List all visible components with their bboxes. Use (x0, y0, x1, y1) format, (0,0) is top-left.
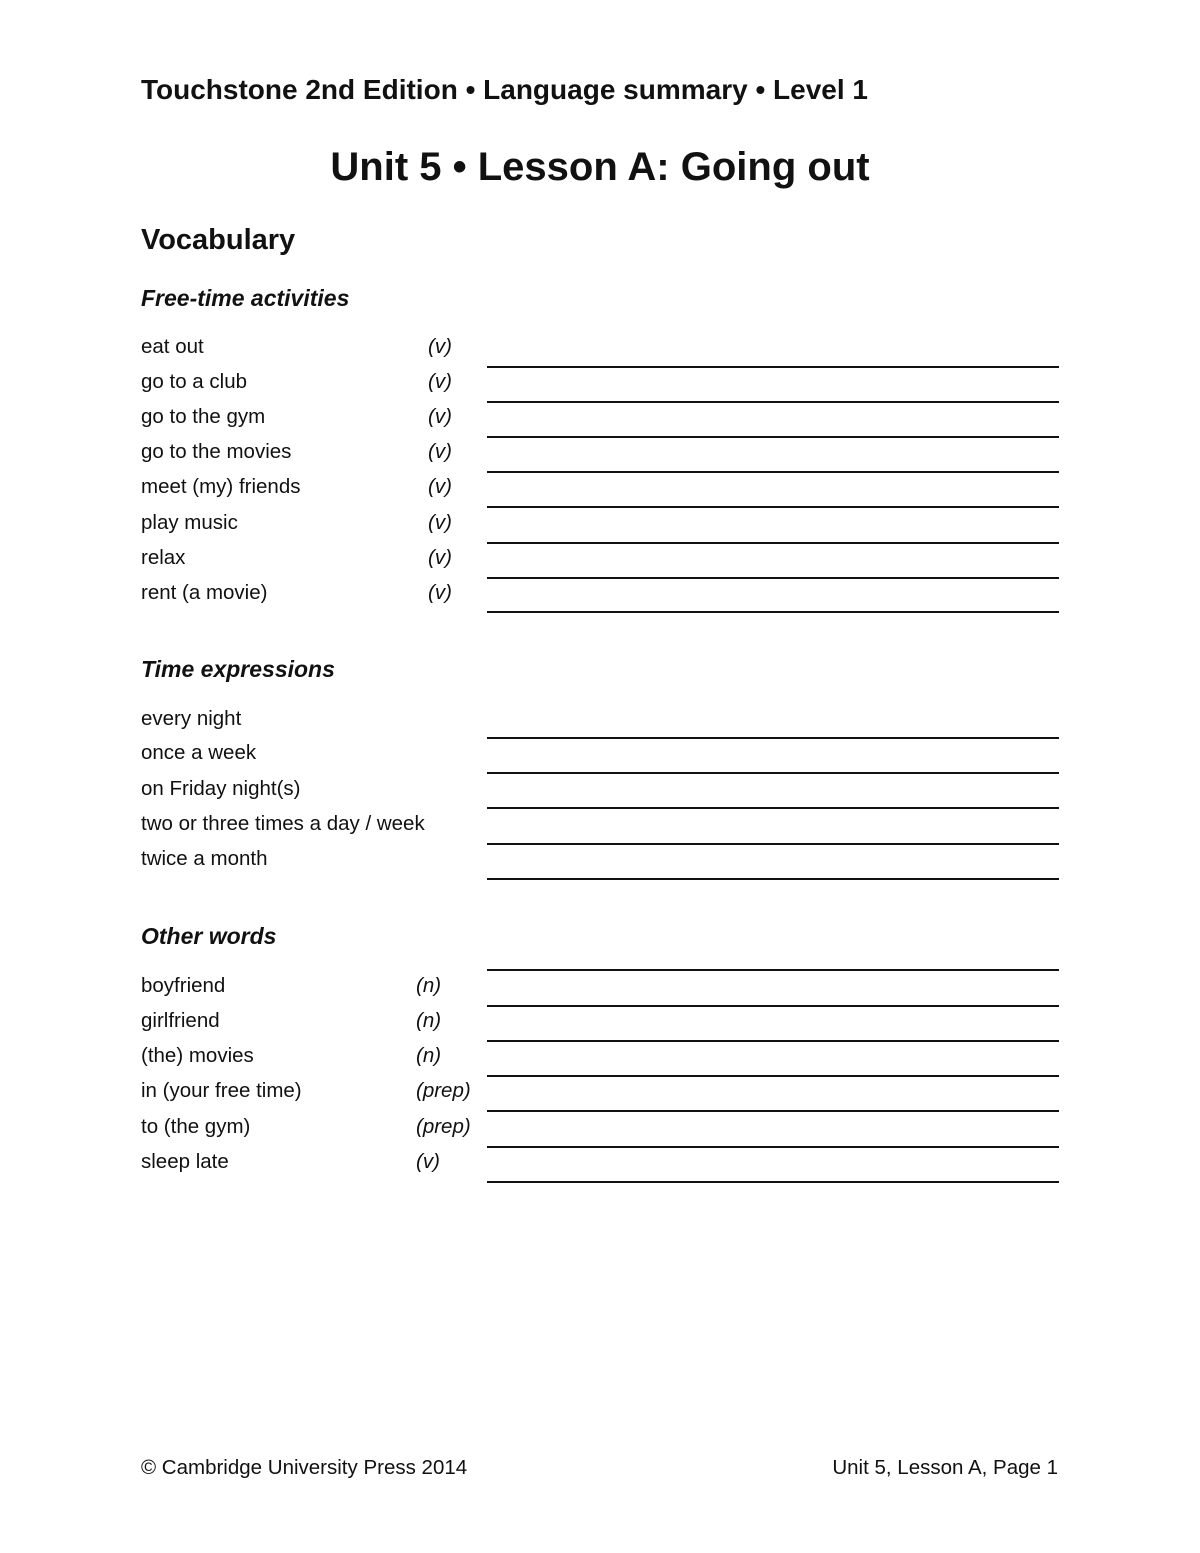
part-of-speech: (v) (428, 546, 452, 569)
vocab-word: play music (141, 511, 238, 534)
vocab-word: (the) movies (141, 1044, 254, 1067)
part-of-speech: (v) (428, 405, 452, 428)
vocab-word: on Friday night(s) (141, 777, 301, 800)
answer-line[interactable] (487, 843, 1059, 845)
vocab-word: to (the gym) (141, 1115, 251, 1138)
part-of-speech: (prep) (416, 1079, 471, 1102)
answer-line[interactable] (487, 506, 1059, 508)
answer-line[interactable] (487, 878, 1059, 880)
answer-line[interactable] (487, 436, 1059, 438)
answer-line[interactable] (487, 1075, 1059, 1077)
vocab-word: in (your free time) (141, 1079, 302, 1102)
vocab-word: every night (141, 707, 242, 730)
part-of-speech: (v) (428, 581, 452, 604)
answer-line[interactable] (487, 1040, 1059, 1042)
part-of-speech: (v) (428, 475, 452, 498)
document-header: Touchstone 2nd Edition • Language summary • Level 1 (141, 74, 868, 105)
subheading-time-expressions: Time expressions (141, 656, 335, 682)
vocab-word: relax (141, 546, 186, 569)
answer-line[interactable] (487, 611, 1059, 613)
answer-line[interactable] (487, 542, 1059, 544)
subheading-other-words: Other words (141, 923, 277, 949)
answer-line[interactable] (487, 1146, 1059, 1148)
vocab-word: girlfriend (141, 1009, 220, 1032)
part-of-speech: (v) (428, 440, 452, 463)
answer-line[interactable] (487, 772, 1059, 774)
answer-line[interactable] (487, 969, 1059, 971)
answer-line[interactable] (487, 807, 1059, 809)
part-of-speech: (v) (428, 511, 452, 534)
answer-line[interactable] (487, 737, 1059, 739)
part-of-speech: (v) (428, 335, 452, 358)
part-of-speech: (n) (416, 1044, 442, 1067)
vocab-word: go to a club (141, 370, 247, 393)
vocab-word: go to the gym (141, 405, 266, 428)
part-of-speech: (n) (416, 974, 442, 997)
vocab-word: boyfriend (141, 974, 226, 997)
answer-line[interactable] (487, 1110, 1059, 1112)
answer-line[interactable] (487, 1181, 1059, 1183)
answer-line[interactable] (487, 577, 1059, 579)
part-of-speech: (v) (428, 370, 452, 393)
section-heading-vocabulary: Vocabulary (141, 224, 296, 256)
vocab-word: sleep late (141, 1150, 229, 1173)
part-of-speech: (n) (416, 1009, 442, 1032)
footer-copyright: © Cambridge University Press 2014 (141, 1456, 468, 1479)
answer-line[interactable] (487, 366, 1059, 368)
vocab-word: rent (a movie) (141, 581, 268, 604)
vocab-word: meet (my) friends (141, 475, 301, 498)
vocab-word: eat out (141, 335, 204, 358)
page-title: Unit 5 • Lesson A: Going out (330, 145, 870, 189)
vocab-word: once a week (141, 741, 257, 764)
vocab-word: twice a month (141, 847, 268, 870)
vocab-word: two or three times a day / week (141, 812, 425, 835)
part-of-speech: (v) (416, 1150, 440, 1173)
answer-line[interactable] (487, 401, 1059, 403)
answer-line[interactable] (487, 471, 1059, 473)
footer-page-info: Unit 5, Lesson A, Page 1 (832, 1456, 1058, 1479)
vocab-word: go to the movies (141, 440, 292, 463)
subheading-free-time-activities: Free-time activities (141, 285, 350, 311)
part-of-speech: (prep) (416, 1115, 471, 1138)
answer-line[interactable] (487, 1005, 1059, 1007)
